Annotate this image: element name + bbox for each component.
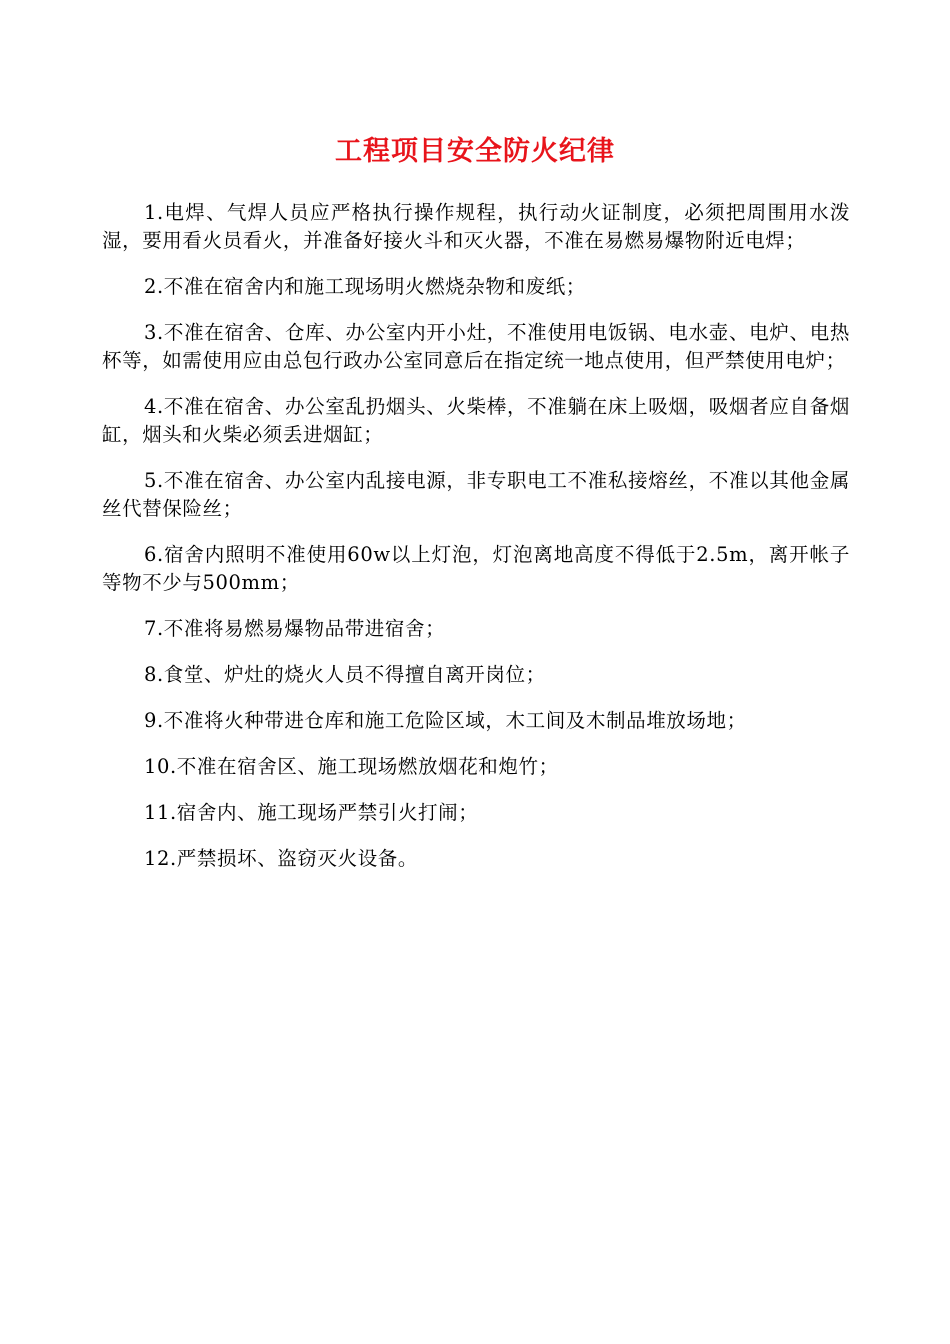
rule-item: 11.宿舍内、施工现场严禁引火打闹； (144, 801, 479, 824)
rule-item: 4.不准在宿舍、办公室乱扔烟头、火柴棒，不准躺在床上吸烟，吸烟者应自备烟缸，烟头和火柴必须丢进烟缸； (102, 395, 850, 446)
rule-item: 12.严禁损坏、盗窃灭火设备。 (144, 847, 419, 870)
rule-item: 1.电焊、气焊人员应严格执行操作规程，执行动火证制度，必须把周围用水泼湿，要用看火员看火，并准备好接火斗和灭火器，不准在易燃易爆物附近电焊； (102, 201, 850, 252)
rule-item: 3.不准在宿舍、仓库、办公室内开小灶，不准使用电饭锅、电水壶、电炉、电热杯等，如需使用应由总包行政办公室同意后在指定统一地点使用，但严禁使用电炉； (102, 321, 850, 372)
rule-item: 6.宿舍内照明不准使用60w以上灯泡，灯泡离地高度不得低于2.5m，离开帐子等物不少与500mm； (102, 543, 850, 594)
rules-list (102, 199, 850, 891)
rule-item: 8.食堂、炉灶的烧火人员不得擅自离开岗位； (144, 663, 546, 686)
rule-item: 5.不准在宿舍、办公室内乱接电源，非专职电工不准私接熔丝，不准以其他金属丝代替保险丝； (102, 469, 850, 520)
rule-item: 9.不准将火种带进仓库和施工危险区域，木工间及木制品堆放场地； (144, 709, 747, 732)
rule-item: 10.不准在宿舍区、施工现场燃放烟花和炮竹； (144, 755, 559, 778)
rule-item: 7.不准将易燃易爆物品带进宿舍； (144, 617, 446, 640)
document-title: 工程项目安全防火纪律 (335, 136, 615, 167)
rule-item: 2.不准在宿舍内和施工现场明火燃烧杂物和废纸； (144, 275, 586, 298)
